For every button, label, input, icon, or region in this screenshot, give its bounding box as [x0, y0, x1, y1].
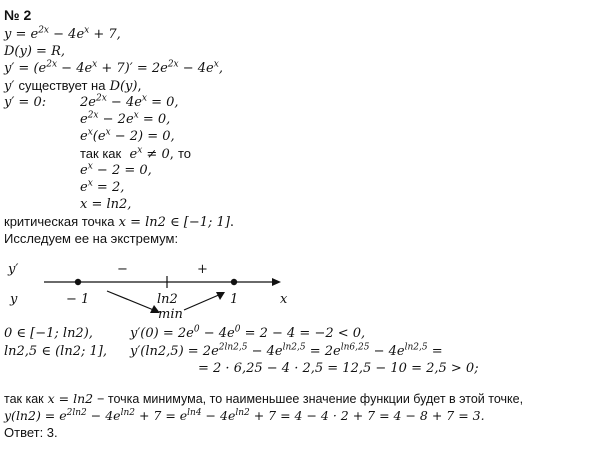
equation-step-6: $e^x = 2$,	[80, 178, 125, 195]
derivative-line: $y' = (e^{2x} - 4e^x + 7)' = 2e^{2x} - 4e^x$,	[4, 59, 223, 76]
extremum-heading: Исследуем ее на экстремум:	[4, 231, 179, 246]
decreasing-arrow	[107, 291, 156, 311]
equation-step-2: $e^{2x} - 2e^x = 0$,	[80, 110, 171, 127]
y-prime-label: y′	[8, 262, 19, 277]
sign-plus: +	[197, 262, 208, 277]
check-value-3: = 2 · 6,25 − 4 · 2,5 = 12,5 − 10 = 2,5 > 0;	[198, 361, 479, 376]
increasing-arrow	[184, 294, 221, 310]
derivative-zero-label: y′ = 0:	[4, 95, 47, 110]
equation-step-7: x = ln2,	[80, 197, 132, 212]
point-minus-one	[75, 279, 81, 285]
conclusion-line: так как x = ln2 − точка минимума, то наименьшее значение функции будет в этой точке,	[4, 391, 524, 406]
tick-label-minus-one: − 1	[66, 292, 90, 307]
minimum-value-line: $y(\ln 2) = e^{2ln2} - 4e^{ln2} + 7 = e^{ln4} - 4e^{ln2} + 7 = 4 - 4 \cdot 2 + 7 = 4 - 8 + 7 = 3$.	[4, 407, 485, 423]
critical-point-line: критическая точка x = ln2 ∈ [−1; 1].	[4, 214, 235, 230]
answer-line: Ответ: 3.	[4, 425, 58, 440]
check-value-2: $y'(\ln 2,5) = 2e^{2ln2,5} - 4e^{ln2,5} = 2e^{ln6,25} - 4e^{ln2,5}$ =	[130, 342, 443, 359]
check-value-1: $y'(0) = 2e^0 - 4e^0 = 2 - 4 = -2 < 0$,	[130, 324, 366, 341]
tick-label-one: 1	[230, 292, 239, 307]
problem-number: № 2	[4, 7, 32, 23]
equation-step-1: $2e^{2x} - 4e^x = 0$,	[80, 93, 179, 110]
tick-label-ln2: ln2	[157, 292, 178, 307]
derivative-exists-line: y′ существует на D(y),	[4, 78, 142, 94]
sign-minus: −	[117, 262, 128, 277]
min-label: min	[158, 307, 183, 322]
axis-label-x: x	[280, 292, 288, 307]
equation-step-5: $e^x - 2 = 0$,	[80, 161, 152, 178]
equation-step-3: $e^x(e^x - 2) = 0$,	[80, 127, 175, 144]
function-definition: $y = e^{2x} - 4e^x + 7$,	[4, 25, 121, 42]
check-interval-1: 0 ∈ [−1; ln2),	[4, 326, 93, 341]
check-interval-2: ln2,5 ∈ (ln2; 1],	[4, 344, 107, 359]
point-one	[231, 279, 237, 285]
axis-arrow-icon	[272, 278, 281, 286]
y-label: y	[10, 292, 18, 307]
domain-line: D(y) = R,	[4, 44, 65, 59]
equation-step-4: так как $e^x \ne 0$, то	[80, 145, 192, 162]
